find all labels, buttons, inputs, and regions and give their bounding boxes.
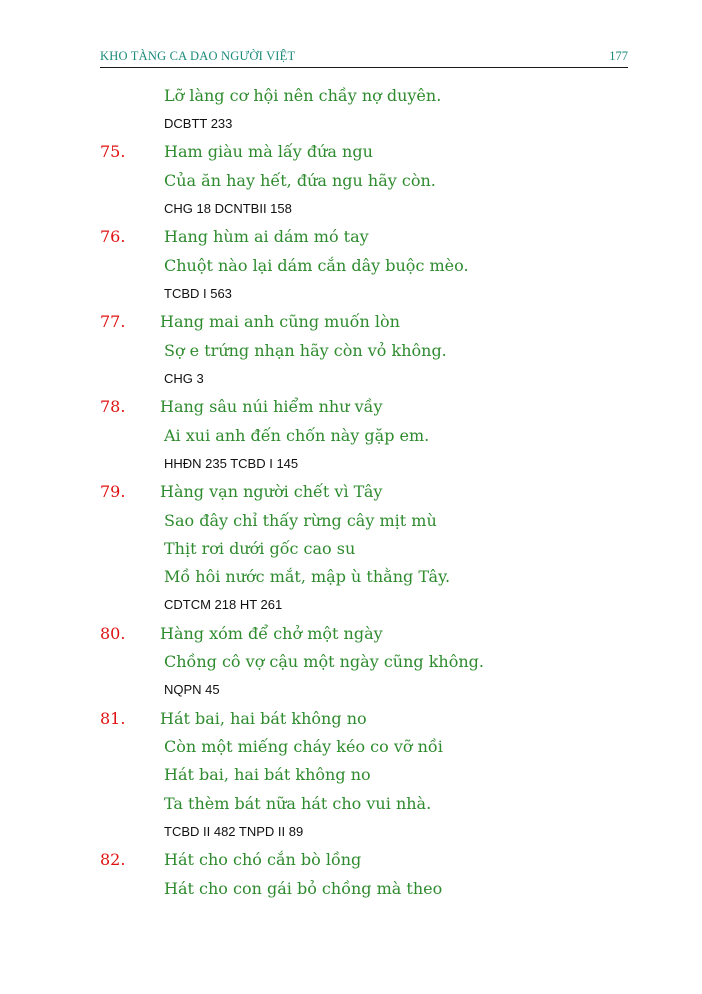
verse-line: Hang sâu núi hiểm như vầy xyxy=(160,397,383,416)
book-title: KHO TÀNG CA DAO NGƯỜI VIỆT xyxy=(100,49,296,63)
verse-line: Sao đây chỉ thấy rừng cây mịt mù xyxy=(164,511,437,530)
source-citation: CHG 3 xyxy=(164,371,204,386)
verse-line: Lỡ làng cơ hội nên chầy nợ duyên. xyxy=(164,86,442,105)
entry-number: 82. xyxy=(100,850,126,869)
verse-line: Còn một miếng cháy kéo co vỡ nồi xyxy=(164,737,443,756)
entry-number: 80. xyxy=(100,624,126,643)
verse-line: Chồng cô vợ cậu một ngày cũng không. xyxy=(164,652,484,671)
source-citation: CHG 18 DCNTBII 158 xyxy=(164,201,292,216)
verse-line: Của ăn hay hết, đứa ngu hãy còn. xyxy=(164,171,436,190)
verse-line: Hang mai anh cũng muốn lòn xyxy=(160,312,400,331)
verse-line: Ta thèm bát nữa hát cho vui nhà. xyxy=(164,794,432,813)
verse-line: Chuột nào lại dám cắn dây buộc mèo. xyxy=(164,256,469,275)
verse-line: Mồ hôi nước mắt, mập ù thằng Tây. xyxy=(164,567,451,586)
entry-number: 81. xyxy=(100,709,126,728)
verse-line: Hát bai, hai bát không no xyxy=(160,709,367,728)
source-citation: TCBD II 482 TNPD II 89 xyxy=(164,824,304,839)
entry-number: 78. xyxy=(100,397,126,416)
verse-line: Hát bai, hai bát không no xyxy=(164,765,371,784)
page-number: 177 xyxy=(609,49,628,63)
source-citation: CDTCM 218 HT 261 xyxy=(164,597,283,612)
entry-number: 75. xyxy=(100,142,126,161)
entry-number: 79. xyxy=(100,482,126,501)
verse-line: Hàng xóm để chở một ngày xyxy=(160,624,383,643)
verse-line: Sợ e trứng nhạn hãy còn vỏ không. xyxy=(164,341,447,360)
verse-line: Hát cho con gái bỏ chồng mà theo xyxy=(164,879,443,898)
running-header xyxy=(100,48,628,68)
verse-line: Hát cho chó cắn bò lồng xyxy=(164,850,362,869)
verse-line: Hang hùm ai dám mó tay xyxy=(164,227,369,246)
verse-line: Thịt rơi dưới gốc cao su xyxy=(164,539,356,558)
entry-number: 76. xyxy=(100,227,126,246)
verse-line: Ham giàu mà lấy đứa ngu xyxy=(164,142,373,161)
source-citation: DCBTT 233 xyxy=(164,116,233,131)
entry-number: 77. xyxy=(100,312,126,331)
verse-line: Ai xui anh đến chốn này gặp em. xyxy=(164,426,430,445)
source-citation: NQPN 45 xyxy=(164,682,220,697)
source-citation: HHĐN 235 TCBD I 145 xyxy=(164,456,299,471)
verse-line: Hàng vạn người chết vì Tây xyxy=(160,482,383,501)
source-citation: TCBD I 563 xyxy=(164,286,232,301)
